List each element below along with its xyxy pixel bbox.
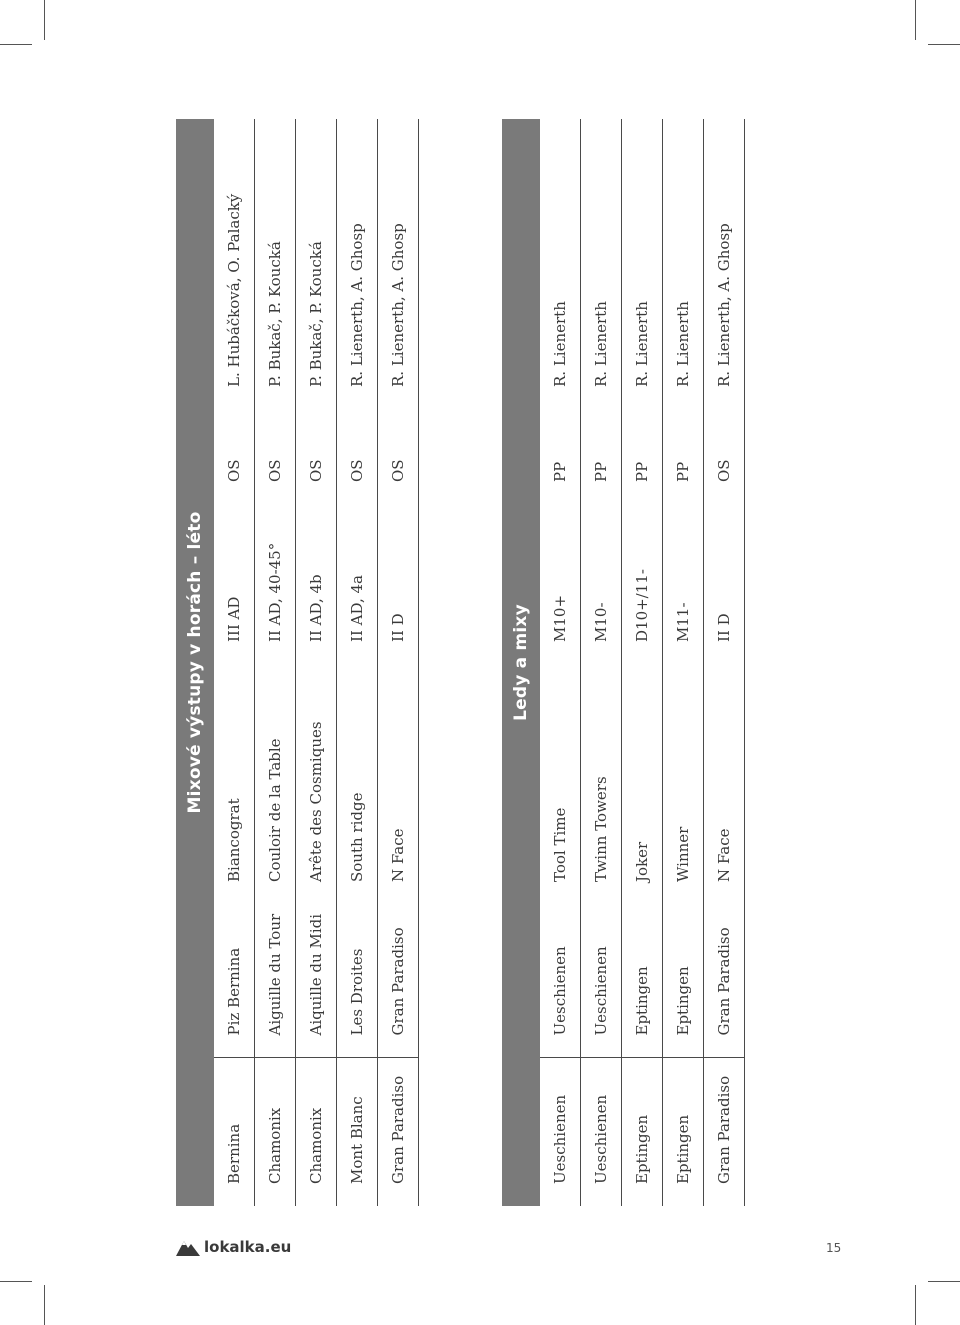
page-number: 15: [826, 1241, 842, 1255]
table-cell: L. Hubáčková, O. Palacký: [214, 119, 255, 409]
table-cell: M10-: [581, 504, 622, 664]
table-cell: Gran Paradiso: [704, 1058, 745, 1206]
table-cell: Twinn Towers: [581, 664, 622, 904]
table-cell: Biancograt: [214, 664, 255, 904]
table-cell: N Face: [704, 664, 745, 904]
table-cell: Chamonix: [255, 1058, 296, 1206]
crop-mark: [0, 44, 32, 45]
table-cell: Ueschienen: [540, 1058, 581, 1206]
table-row: [704, 119, 745, 1206]
table-cell: R. Lienerth, A. Ghosp: [378, 119, 419, 409]
table-cell: Aiquille du Midi: [296, 904, 337, 1058]
table-body: [540, 119, 745, 1206]
table-cell: Couloir de la Table: [255, 664, 296, 904]
table-cell: Gran Paradiso: [378, 1058, 419, 1206]
table-cell: Aiguille du Tour: [255, 904, 296, 1058]
table-cell: Ueschienen: [581, 904, 622, 1058]
table-cell: Piz Bernina: [214, 904, 255, 1058]
table-cell: Les Droites: [337, 904, 378, 1058]
table-cell: Tool Time: [540, 664, 581, 904]
table-cell: OS: [337, 409, 378, 504]
table-cell: OS: [214, 409, 255, 504]
table-cell: R. Lienerth: [622, 119, 663, 409]
table-cell: OS: [704, 409, 745, 504]
table-row: [255, 119, 296, 1206]
table-cell: Eptingen: [622, 1058, 663, 1206]
table-cell: Gran Paradiso: [704, 904, 745, 1058]
table-row: [296, 119, 337, 1206]
crop-mark: [915, 0, 916, 40]
table-cell: Eptingen: [663, 1058, 704, 1206]
table-body: [214, 119, 419, 1206]
table-cell: II AD, 40-45°: [255, 504, 296, 664]
table-row: [337, 119, 378, 1206]
table-cell: Eptingen: [622, 904, 663, 1058]
table-cell: M10+: [540, 504, 581, 664]
crop-mark: [928, 1281, 960, 1282]
table-cell: OS: [255, 409, 296, 504]
table-cell: Winner: [663, 664, 704, 904]
table-cell: Ueschienen: [581, 1058, 622, 1206]
mountain-icon: [176, 1238, 200, 1256]
table-cell: OS: [296, 409, 337, 504]
lokalka-logo: [176, 1236, 291, 1258]
table-cell: PP: [622, 409, 663, 504]
table-cell: Arête des Cosmiques: [296, 664, 337, 904]
table-cell: M11-: [663, 504, 704, 664]
table-cell: R. Lienerth: [663, 119, 704, 409]
ice-and-mixed-table: [502, 119, 745, 1206]
table-row: [622, 119, 663, 1206]
table-cell: Gran Paradiso: [378, 904, 419, 1058]
summer-mixed-routes-table: [176, 119, 419, 1206]
table-cell: R. Lienerth, A. Ghosp: [337, 119, 378, 409]
table-cell: Joker: [622, 664, 663, 904]
table-cell: R. Lienerth: [540, 119, 581, 409]
table-cell: Mont Blanc: [337, 1058, 378, 1206]
table-cell: II AD, 4a: [337, 504, 378, 664]
crop-mark: [44, 0, 45, 40]
table-cell: III AD: [214, 504, 255, 664]
table-cell: II AD, 4b: [296, 504, 337, 664]
crop-mark: [0, 1281, 32, 1282]
table-row: [663, 119, 704, 1206]
table-cell: Eptingen: [663, 904, 704, 1058]
table-row: [378, 119, 419, 1206]
crop-mark: [44, 1285, 45, 1325]
table-cell: R. Lienerth: [581, 119, 622, 409]
table-cell: P. Bukač, P. Koucká: [296, 119, 337, 409]
table-cell: N Face: [378, 664, 419, 904]
logo-text: lokalka.eu: [204, 1238, 292, 1256]
table-cell: South ridge: [337, 664, 378, 904]
table-cell: PP: [540, 409, 581, 504]
table-row: [581, 119, 622, 1206]
table-cell: PP: [663, 409, 704, 504]
table-row: [214, 119, 255, 1206]
crop-mark: [928, 44, 960, 45]
table-cell: II D: [378, 504, 419, 664]
table-cell: II D: [704, 504, 745, 664]
table-cell: P. Bukač, P. Koucká: [255, 119, 296, 409]
table-cell: Ueschienen: [540, 904, 581, 1058]
crop-mark: [915, 1285, 916, 1325]
table-title: Ledy a mixy: [502, 119, 540, 1206]
table-cell: R. Lienerth, A. Ghosp: [704, 119, 745, 409]
table-cell: Chamonix: [296, 1058, 337, 1206]
table-cell: PP: [581, 409, 622, 504]
table-cell: OS: [378, 409, 419, 504]
table-cell: Bernina: [214, 1058, 255, 1206]
table-cell: D10+/11-: [622, 504, 663, 664]
table-title: Mixové výstupy v horách – léto: [176, 119, 214, 1206]
table-row: [540, 119, 581, 1206]
